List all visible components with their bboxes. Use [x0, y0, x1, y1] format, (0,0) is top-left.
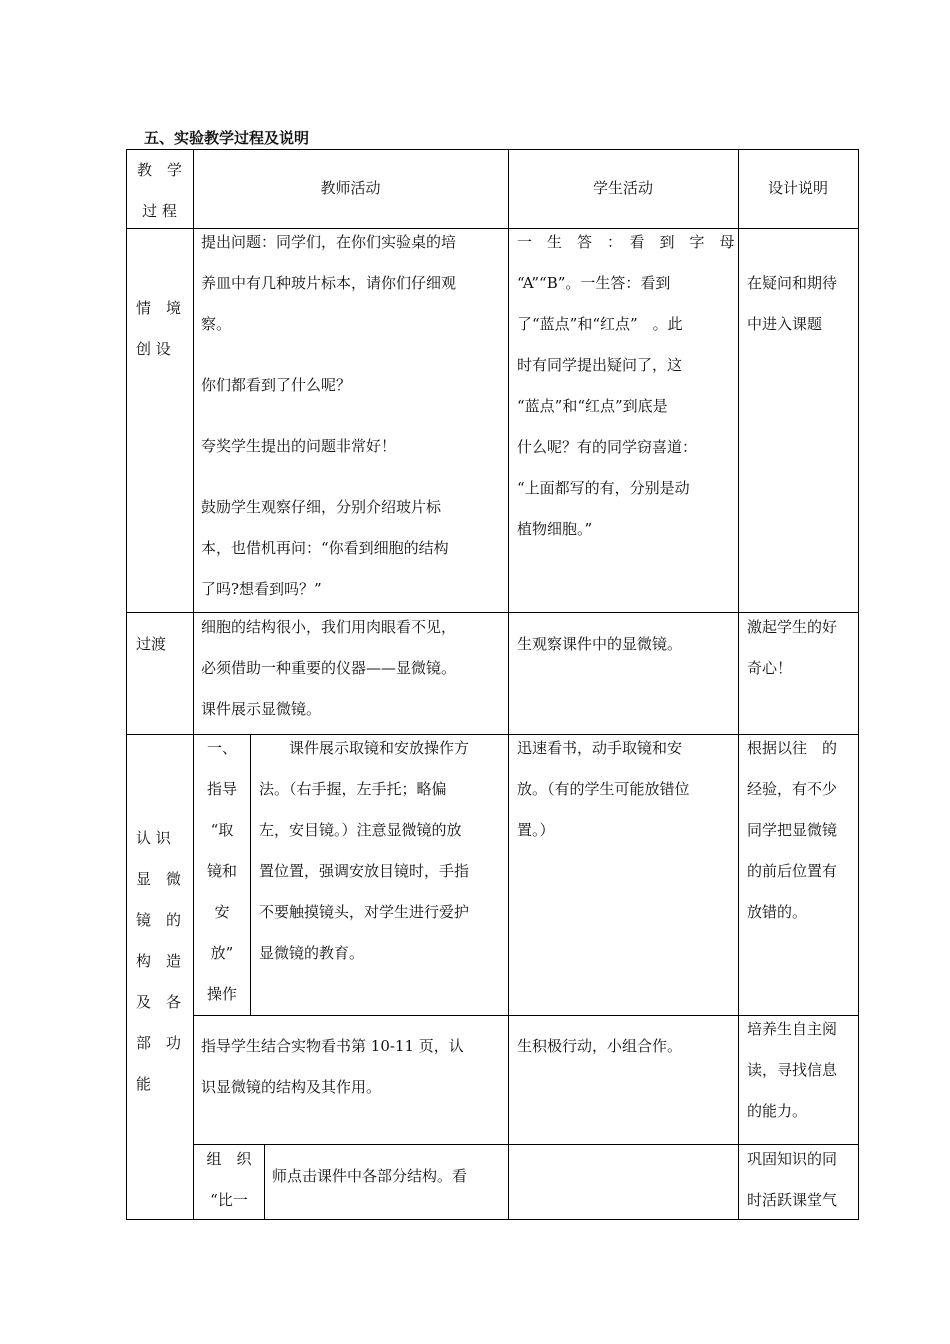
- r3-sub2-student: 生积极行动，小组合作。: [517, 1037, 683, 1055]
- r1-stage-line2: 创 设: [136, 340, 171, 358]
- r3-sub1-label-line: 镜和: [206, 862, 237, 880]
- r3-sub1-label-line: 放”: [210, 944, 234, 962]
- r1-teacher-line: 养皿中有几种玻片标本，请你们仔细观: [201, 274, 457, 292]
- r1-student-line: “A”“B”。一生答：看到: [517, 274, 671, 292]
- r3-sub1-label-line: 一、: [206, 739, 237, 757]
- r1-design-line: 中进入课题: [747, 315, 823, 333]
- r3-sub1-student-line: 迅速看书，动手取镜和安: [517, 739, 683, 757]
- r3-sub1-teacher: [259, 728, 506, 974]
- r3-sub3-label-line: 组 织: [206, 1150, 252, 1168]
- r1-design-line: 在疑问和期待: [747, 274, 838, 292]
- r1-student-line: “上面都写的有，分别是动: [517, 479, 690, 497]
- r3-sub1-teacher-line: 不要触摸镜头，对学生进行爱护: [259, 903, 470, 921]
- r3-stage-line: 镜 的: [136, 911, 182, 929]
- r2-design: [747, 607, 857, 689]
- r3-sub2-design-line: 培养生自主阅: [747, 1020, 838, 1038]
- r3-sub1-teacher-line: 置位置，强调安放目镜时，手指: [259, 862, 470, 880]
- r3-sub1-teacher-line: 法。（右手握，左手托；略偏: [259, 780, 447, 798]
- r1-teacher-line: 本，也借机再问：“你看到细胞的结构: [201, 539, 449, 557]
- r3-stage: [136, 818, 192, 1105]
- r3-sub3-label: [194, 1139, 264, 1221]
- r3-sub1-student-line: 置。）: [517, 821, 555, 839]
- r2-teacher-line: 课件展示显微镜。: [201, 700, 322, 718]
- r3-sub1-design-line: 的前后位置有: [747, 862, 838, 880]
- r3-stage-line: 认 识: [136, 829, 171, 847]
- r3-stage-line: 显 微: [136, 870, 182, 888]
- r3-sub3-design: [747, 1139, 857, 1221]
- r3-sub3-design-line: 巩固知识的同: [747, 1150, 838, 1168]
- r3-sub1-student-line: 放。（有的学生可能放错位: [517, 780, 690, 798]
- r1-teacher: [201, 222, 506, 610]
- r1-stage: [136, 288, 192, 370]
- header-teacher: 教师活动: [320, 179, 381, 197]
- r3-sub1-teacher-line: 课件展示取镜和安放操作方: [289, 739, 470, 757]
- r2-teacher-line: 必须借助一种重要的仪器——显微镜。: [201, 659, 457, 677]
- r3-sub2-design-line: 读，寻找信息: [747, 1061, 838, 1079]
- r3-stage-line: 能: [136, 1075, 152, 1093]
- r1-teacher-line: 夸奖学生提出的问题非常好！: [201, 437, 397, 455]
- r3-sub1-design-line: 放错的。: [747, 903, 808, 921]
- r1-teacher-line: 鼓励学生观察仔细，分别介绍玻片标: [201, 498, 442, 516]
- r1-teacher-line: 了吗?想看到吗？”: [201, 580, 322, 598]
- header-process-line1: 教 学: [136, 161, 182, 179]
- r2-design-line: 激起学生的好: [747, 618, 838, 636]
- r2-teacher-line: 细胞的结构很小，我们用肉眼看不见，: [201, 618, 457, 636]
- r3-sub3-design-line: 时活跃课堂气: [747, 1191, 838, 1209]
- r3-sub2-design-line: 的能力。: [747, 1102, 808, 1120]
- header-process-line2: 过 程: [142, 202, 177, 220]
- r3-sub1-design: [747, 728, 857, 933]
- r2-stage: 过渡: [136, 635, 167, 653]
- r3-sub1-design-line: 经验，有不少: [747, 780, 838, 798]
- r1-teacher-line: 提出问题：同学们，在你们实验桌的培: [201, 233, 457, 251]
- r3-sub1-design-line: 同学把显微镜: [747, 821, 838, 839]
- r3-sub2-teacher-line: 识显微镜的结构及其作用。: [201, 1078, 382, 1096]
- r3-sub1-design-line: 根据以往 的: [747, 739, 838, 757]
- r3-sub1-label-line: 操作: [206, 985, 237, 1003]
- r2-student: 生观察课件中的显微镜。: [517, 635, 683, 653]
- r3-sub1-label: [194, 728, 250, 1015]
- r3-sub1-label-line: 指导: [206, 780, 237, 798]
- r3-sub1-student: [517, 728, 735, 851]
- r1-stage-line1: 情 境: [136, 299, 182, 317]
- r3-sub3-label-line: “比一: [210, 1191, 248, 1209]
- r3-sub1-teacher-line: 显微镜的教育。: [259, 944, 365, 962]
- r1-student-line: 一 生 答 ： 看 到 字 母: [517, 233, 735, 251]
- r2-design-line: 奇心！: [747, 659, 793, 677]
- r3-sub3-teacher: 师点击课件中各部分结构。看: [272, 1167, 468, 1185]
- r3-sub1-teacher-line: 左，安目镜。）注意显微镜的放: [259, 821, 462, 839]
- r3-stage-line: 构 造: [136, 952, 182, 970]
- header-student: 学生活动: [592, 179, 653, 197]
- r1-student-line: 植物细胞。”: [517, 520, 593, 538]
- header-design: 设计说明: [767, 179, 828, 197]
- r3-sub2-teacher: [201, 1026, 506, 1108]
- header-process: [126, 150, 193, 232]
- r1-student-line: “蓝点”和“红点”到底是: [517, 397, 668, 415]
- r1-student-line: 什么呢？有的同学窃喜道：: [517, 438, 698, 456]
- r1-student: [517, 222, 735, 550]
- r2-teacher: [201, 607, 506, 730]
- r3-stage-line: 及 各: [136, 993, 182, 1011]
- r1-teacher-line: 察。: [201, 315, 232, 333]
- r3-sub1-label-line: “取: [210, 821, 234, 839]
- r3-sub2-design: [747, 1009, 857, 1132]
- r1-student-line: 时有同学提出疑问了，这: [517, 356, 683, 374]
- section-title: 五、实验教学过程及说明: [144, 129, 310, 147]
- r1-teacher-line: 你们都看到了什么呢？: [201, 376, 352, 394]
- r1-student-line: 了“蓝点”和“红点” 。此: [517, 315, 683, 333]
- r3-sub1-label-line: 安: [214, 903, 230, 921]
- r3-stage-line: 部 功: [136, 1034, 182, 1052]
- r1-design: [747, 263, 857, 345]
- r3-sub2-teacher-line: 指导学生结合实物看书第 10-11 页，认: [201, 1037, 464, 1055]
